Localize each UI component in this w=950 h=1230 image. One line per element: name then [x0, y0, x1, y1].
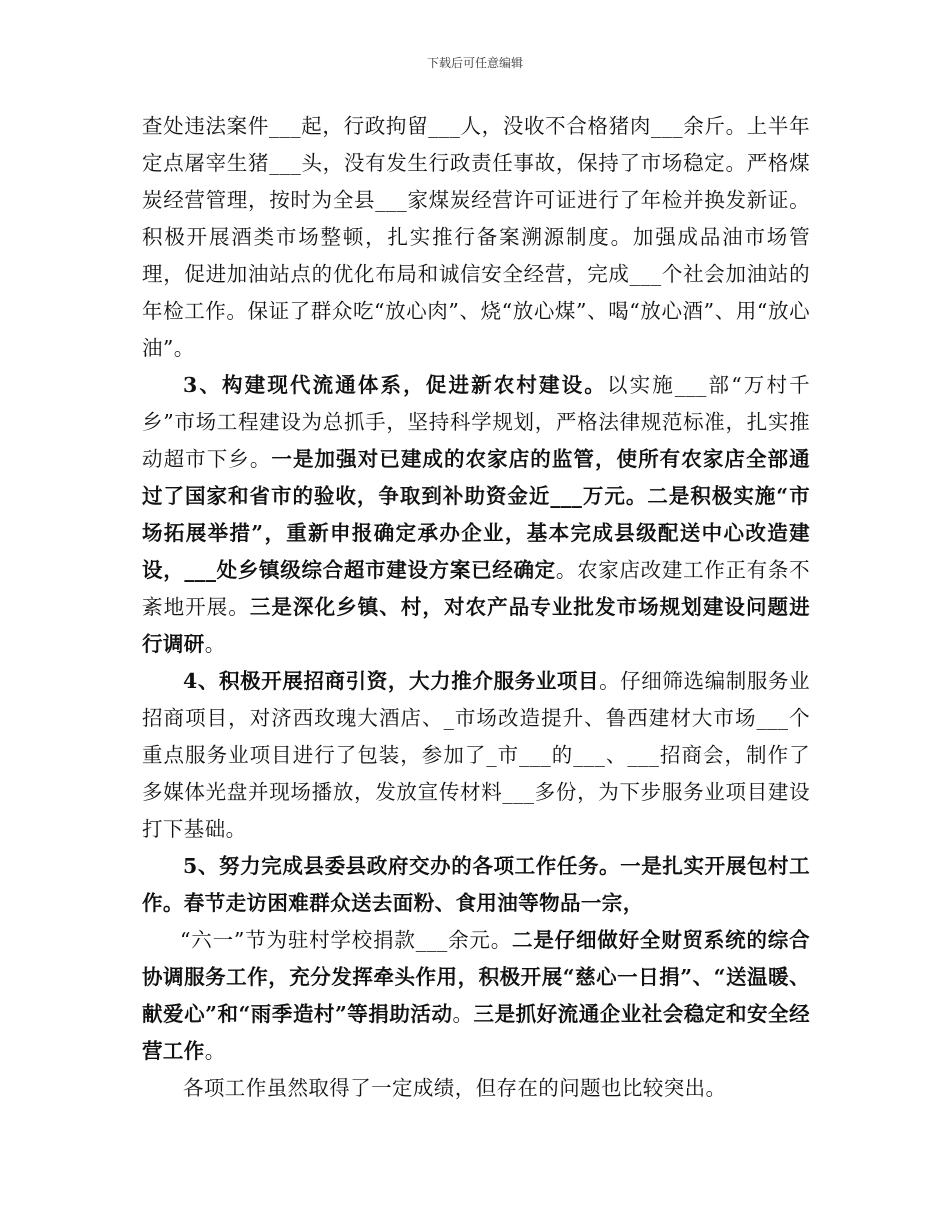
bold-segment: 三是抓好流通企业社会稳定和安全经营工作 [142, 1002, 810, 1063]
text-segment: 各项工作虽然取得了一定成绩，但存在的问题也比较突出。 [183, 1076, 727, 1100]
text-segment: 。 [204, 632, 226, 656]
section-heading-5: 5、努力完成县委县政府交办的各项工作任务。一是扎实开展包村工作。春节走访困难群众送去面粉、食用油等物品一宗， [142, 854, 810, 915]
document-body [142, 108, 810, 1107]
text-segment: 以实施___部“万村千乡”市场工程建设为总抓手，坚持科学规划，严格法律规范标准，扎实推动超市下乡。 [142, 373, 810, 471]
paragraph-6 [142, 1070, 810, 1107]
paragraph-5 [142, 922, 810, 1070]
text-segment: 。农家店改建工作正有条不紊地开展。 [142, 558, 810, 619]
text-segment: 。仔细筛选编制服务业招商项目，对济西玫瑰大酒店、_市场改造提升、鲁西建材大市场___个重点服务业项目进行了包装，参加了_市___的___、___招商会，制作了多媒体光盘并现场播放，发放宣传材料___多份，为下步服务业项目建设打下基础。 [142, 669, 810, 841]
text-segment: “六一”节为驻村学校捐款___余元。 [180, 928, 513, 952]
bold-segment: 二是仔细做好全财贸系统的综合协调服务工作，充分发挥牵头作用，积极开展“慈心一日捐”、“送温暖、献爱心”和“雨季造村”等捐助活动 [142, 928, 810, 1026]
section-heading-3: 3、构建现代流通体系，促进新农村建设。 [183, 373, 607, 397]
paragraph-3 [142, 663, 810, 848]
text-segment: 。 [204, 1039, 226, 1063]
paragraph-2 [142, 367, 810, 663]
bold-segment: 一是加强对已建成的农家店的监管，使所有农家店全部通过了国家和省市的验收，争取到补助资金近___万元。二是积极实施“市场拓展举措”，重新申报确定承办企业，基本完成县级配送中心改造建设，___处乡镇级综合超市建设方案已经确定 [142, 447, 810, 582]
page-header: 下载后可任意编辑 [426, 56, 523, 70]
bold-segment: 三是深化乡镇、村，对农产品专业批发市场规划建设问题进行调研 [142, 595, 811, 656]
section-heading-4: 4、积极开展招商引资，大力推介服务业项目 [183, 669, 600, 693]
text-segment: 查处违法案件___起，行政拘留___人，没收不合格猪肉___余斤。上半年定点屠宰生猪___头，没有发生行政责任事故，保持了市场稳定。严格煤炭经营管理，按时为全县___家煤炭经营许可证进行了年检并换发新证。积极开展酒类市场整顿，扎实推行备案溯源制度。加强成品油市场管理，促进加油站点的优化布局和诚信安全经营，完成___个社会加油站的年检工作。保证了群众吃“放心肉”、烧“放心煤”、喝“放心酒”、用“放心油”。 [142, 114, 810, 360]
paragraph-1 [142, 108, 810, 367]
text-segment: 。 [452, 1002, 474, 1026]
paragraph-4 [142, 848, 810, 922]
